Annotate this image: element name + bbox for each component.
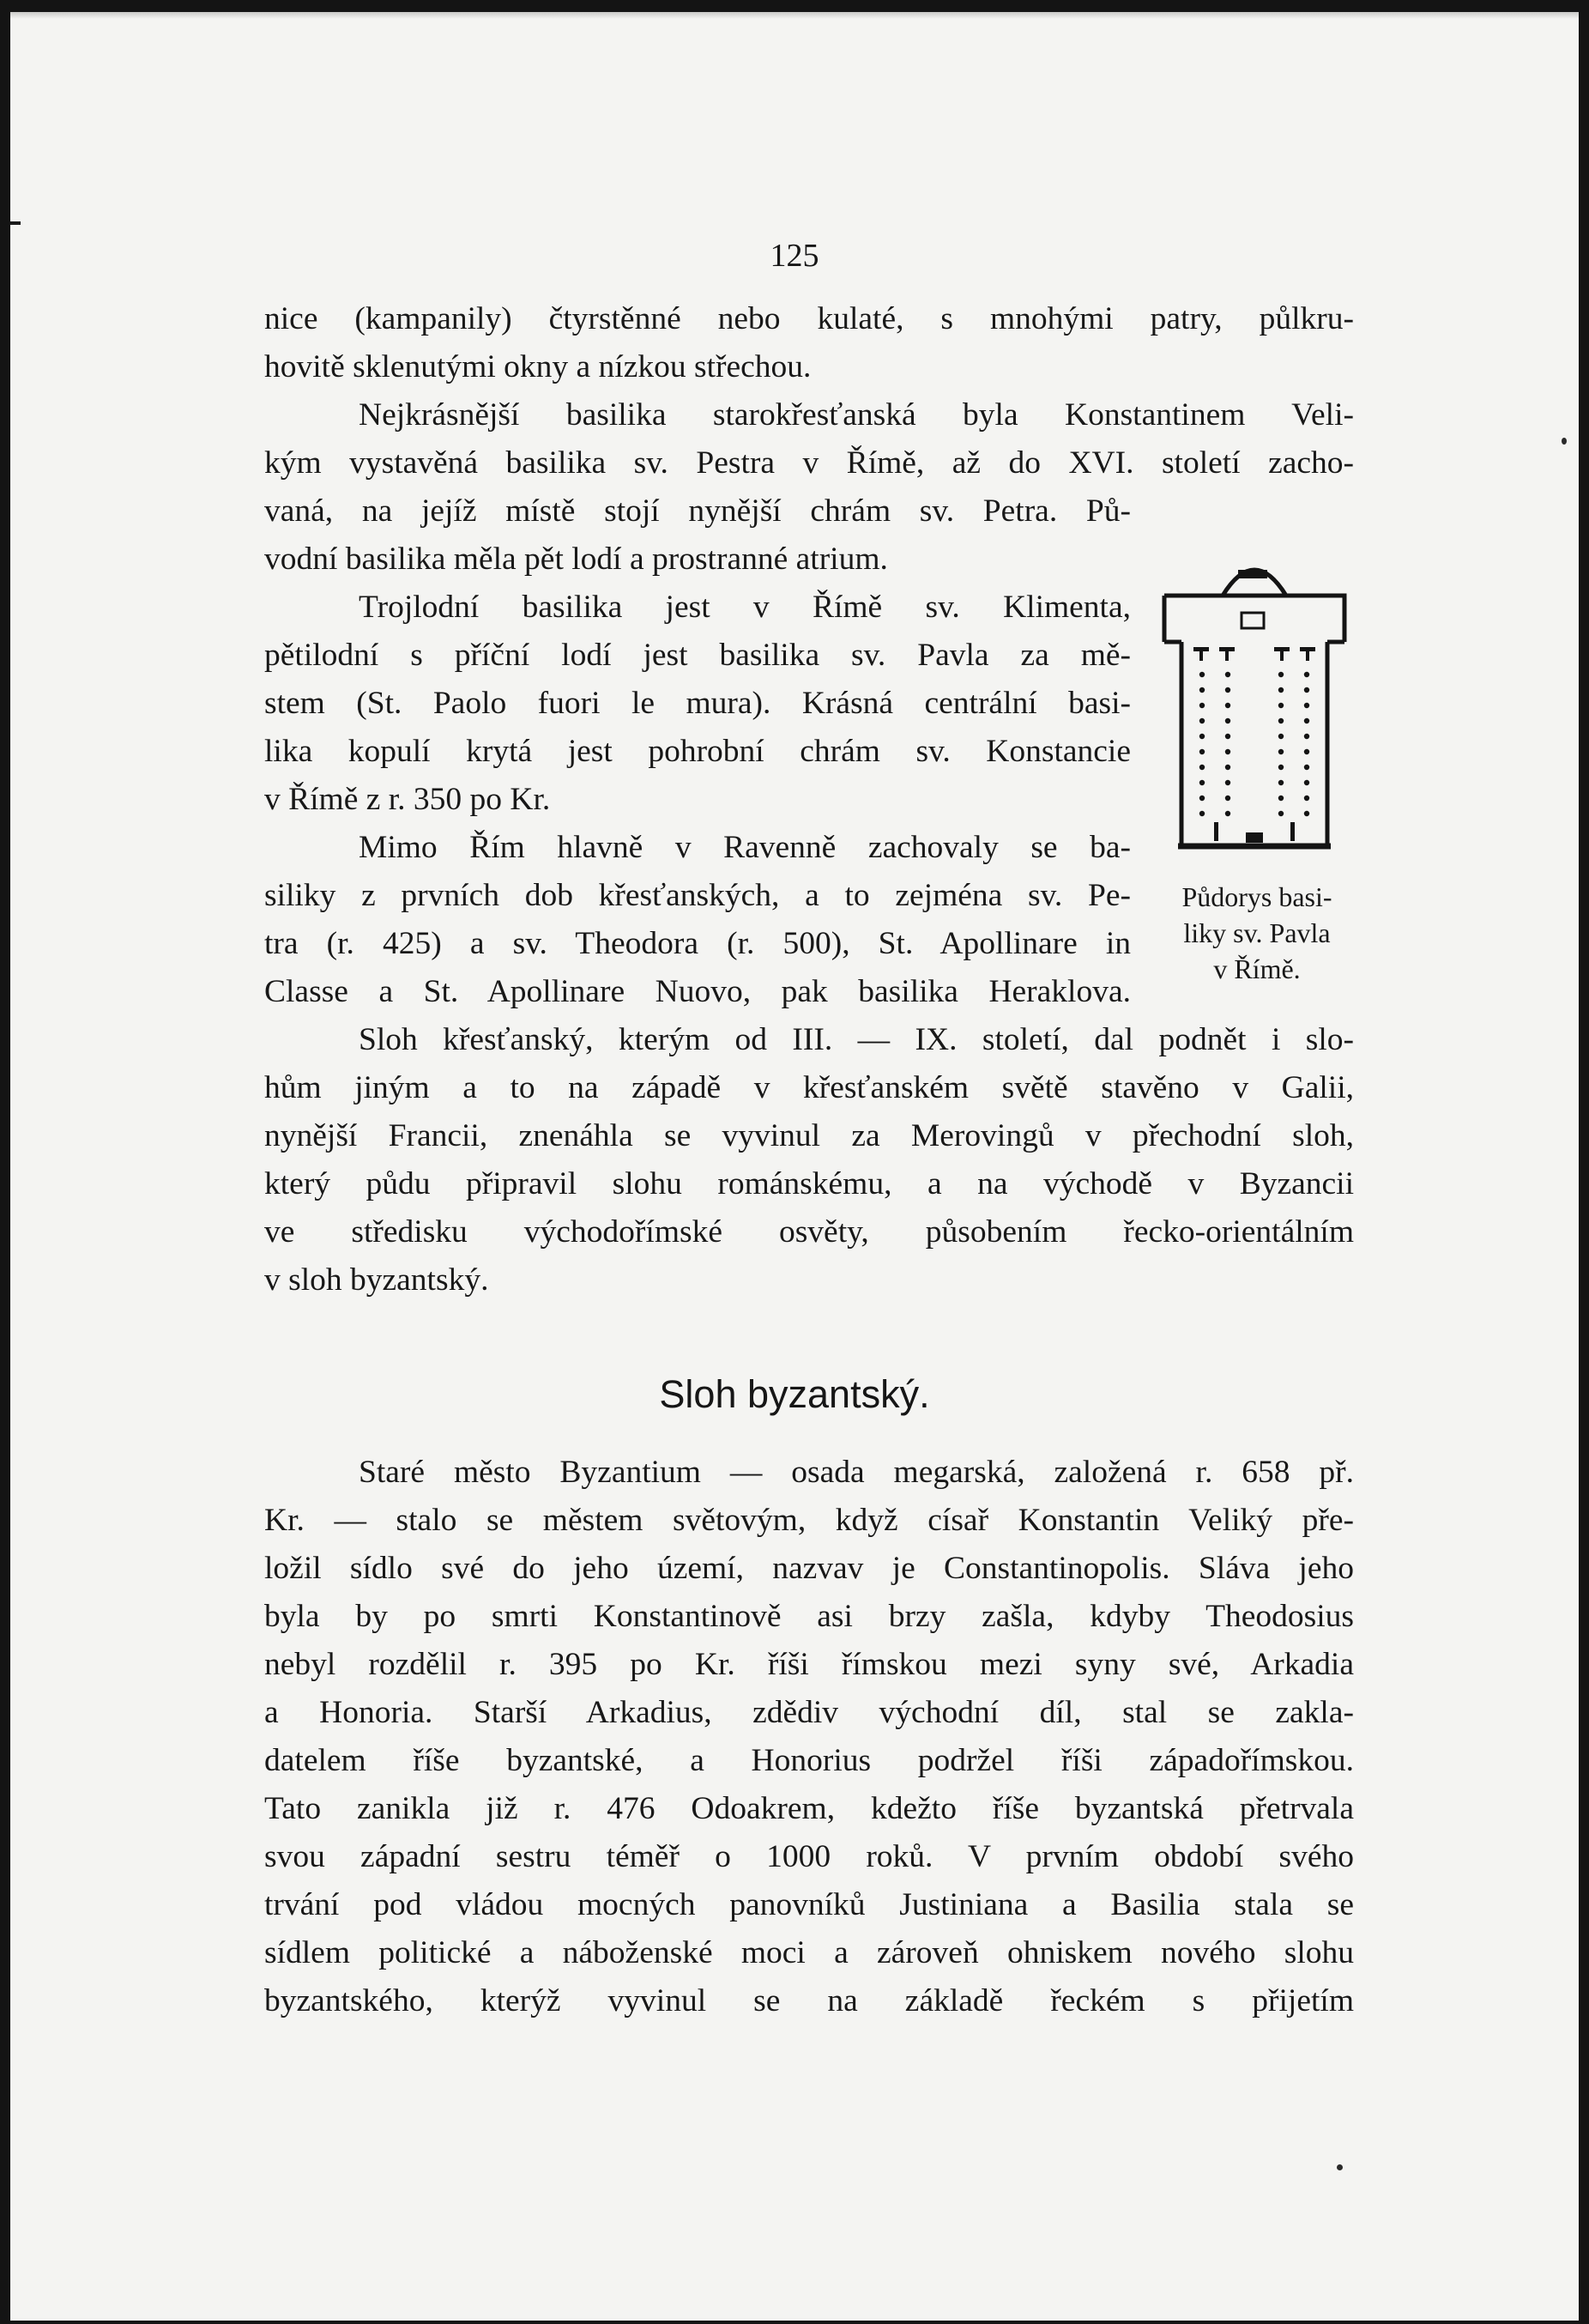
- column-dot: [1199, 734, 1205, 739]
- text-line: Classe a St. Apollinare Nuovo, pak basilika Heraklova.: [264, 974, 1131, 1009]
- column-dot: [1199, 687, 1205, 693]
- column-dot: [1304, 734, 1309, 739]
- column-dot: [1199, 765, 1205, 770]
- text-line: ložil sídlo své do jeho území, nazvav je Constantinopolis. Sláva jeho: [264, 1551, 1354, 1586]
- text-line: hovitě sklenutými okny a nízkou střechou.: [264, 349, 812, 384]
- text-line: vaná, na jejíž místě stojí nynější chrám sv. Petra. Pů-: [264, 493, 1131, 529]
- text-line: Kr. — stalo se městem světovým, když císař Konstantin Veliký pře-: [264, 1503, 1354, 1538]
- text-line: Trojlodní basilika jest v Římě sv. Klimenta,: [359, 590, 1131, 625]
- column-dot: [1304, 796, 1309, 801]
- text-line: v Římě z r. 350 po Kr.: [264, 782, 551, 817]
- column-dot: [1225, 796, 1230, 801]
- text-line: Staré město Byzantium — osada megarská, založená r. 658 př.: [359, 1455, 1354, 1490]
- text-line: nynější Francii, znenáhla se vyvinul za Merovingů v přechodní sloh,: [264, 1118, 1354, 1153]
- scan-margin-mark: [10, 221, 21, 225]
- column-dot: [1225, 718, 1230, 723]
- caption-line: v Římě.: [1213, 953, 1301, 984]
- column-dot: [1278, 780, 1284, 785]
- column-dot: [1278, 734, 1284, 739]
- text-line: v sloh byzantský.: [264, 1262, 489, 1298]
- column-dot: [1199, 780, 1205, 785]
- text-line: lika kopulí krytá jest pohrobní chrám sv. Konstancie: [264, 734, 1131, 769]
- text-line: nebyl rozdělil r. 395 po Kr. říši římskou mezi syny své, Arkadia: [264, 1647, 1354, 1682]
- text-line: Nejkrásnější basilika starokřesťanská byla Konstantinem Veli-: [359, 397, 1354, 433]
- column-dot: [1304, 765, 1309, 770]
- column-dot: [1225, 703, 1230, 708]
- text-line: pětilodní s příční lodí jest basilika sv. Pavla za mě-: [264, 638, 1131, 673]
- text-line: trvání pod vládou mocných panovníků Justiniana a Basilia stala se: [264, 1887, 1354, 1922]
- scan-speck: [1562, 438, 1567, 445]
- basilica-floor-plan-figure: [1156, 546, 1353, 881]
- column-dot: [1225, 780, 1230, 785]
- text-line: svou západní sestru téměř o 1000 roků. V prvním období svého: [264, 1839, 1354, 1874]
- column-dot: [1225, 672, 1230, 677]
- column-dot: [1278, 749, 1284, 754]
- text-line: hům jiným a to na západě v křesťanském světě stavěno v Galii,: [264, 1070, 1354, 1105]
- text-line: a Honoria. Starší Arkadius, zdědiv východní díl, stal se zakla-: [264, 1695, 1354, 1730]
- column-dot: [1278, 703, 1284, 708]
- column-dot: [1278, 672, 1284, 677]
- text-line: vodní basilika měla pět lodí a prostranné atrium.: [264, 542, 888, 577]
- text-line: tra (r. 425) a sv. Theodora (r. 500), St. Apollinare in: [264, 926, 1131, 961]
- text-line: nice (kampanily) čtyrstěnné nebo kulaté, s mnohými patry, půlkru-: [264, 301, 1354, 336]
- column-dot: [1304, 703, 1309, 708]
- column-dot: [1225, 811, 1230, 816]
- text-line: Mimo Řím hlavně v Ravenně zachovaly se ba-: [359, 830, 1131, 865]
- text-line: byla by po smrti Konstantinově asi brzy zašla, kdyby Theodosius: [264, 1599, 1354, 1634]
- column-dot: [1304, 780, 1309, 785]
- column-dot: [1304, 811, 1309, 816]
- column-dot: [1199, 718, 1205, 723]
- text-line: který půdu připravil slohu románskému, a na východě v Byzancii: [264, 1166, 1354, 1201]
- transept-outline: [1164, 596, 1344, 642]
- text-line: datelem říše byzantské, a Honorius podržel říši západořímskou.: [264, 1743, 1354, 1778]
- column-dot: [1278, 765, 1284, 770]
- book-page: [10, 12, 1579, 2321]
- column-dot: [1225, 687, 1230, 693]
- column-dot: [1304, 687, 1309, 693]
- text-line: kým vystavěná basilika sv. Pestra v Římě, až do XVI. století zacho-: [264, 445, 1354, 481]
- column-dot: [1225, 765, 1230, 770]
- column-dot: [1304, 672, 1309, 677]
- column-dot: [1199, 796, 1205, 801]
- text-line: siliky z prvních dob křesťanských, a to zejména sv. Pe-: [264, 878, 1131, 913]
- page-top-edge: [10, 12, 1579, 19]
- text-line: sídlem politické a náboženské moci a zároveň ohniskem nového slohu: [264, 1935, 1354, 1970]
- section-heading: Sloh byzantský.: [659, 1372, 930, 1416]
- figure-caption: [1145, 879, 1369, 987]
- column-dot: [1278, 796, 1284, 801]
- column-dot: [1199, 811, 1205, 816]
- column-dot: [1304, 749, 1309, 754]
- column-dot: [1225, 749, 1230, 754]
- page-number: 125: [770, 238, 819, 274]
- column-dot: [1278, 811, 1284, 816]
- text-line: Sloh křesťanský, kterým od III. — IX. století, dal podnět i slo-: [359, 1022, 1354, 1057]
- text-line: Tato zanikla již r. 476 Odoakrem, kdežto říše byzantská přetrvala: [264, 1791, 1354, 1826]
- text-line: stem (St. Paolo fuori le mura). Krásná centrální basi-: [264, 686, 1131, 721]
- column-dot: [1199, 703, 1205, 708]
- scan-speck: [1337, 2164, 1343, 2170]
- caption-line: liky sv. Pavla: [1183, 917, 1331, 948]
- column-dot: [1278, 687, 1284, 693]
- caption-line: Půdorys basi-: [1181, 881, 1332, 912]
- column-dot: [1225, 734, 1230, 739]
- text-line: ve středisku východořímské osvěty, působením řecko-orientálním: [264, 1214, 1354, 1250]
- column-dot: [1304, 718, 1309, 723]
- column-dot: [1199, 749, 1205, 754]
- column-dot: [1199, 672, 1205, 677]
- text-line: byzantského, kterýž vyvinul se na základě řeckém s přijetím: [264, 1983, 1354, 2018]
- column-dot: [1278, 718, 1284, 723]
